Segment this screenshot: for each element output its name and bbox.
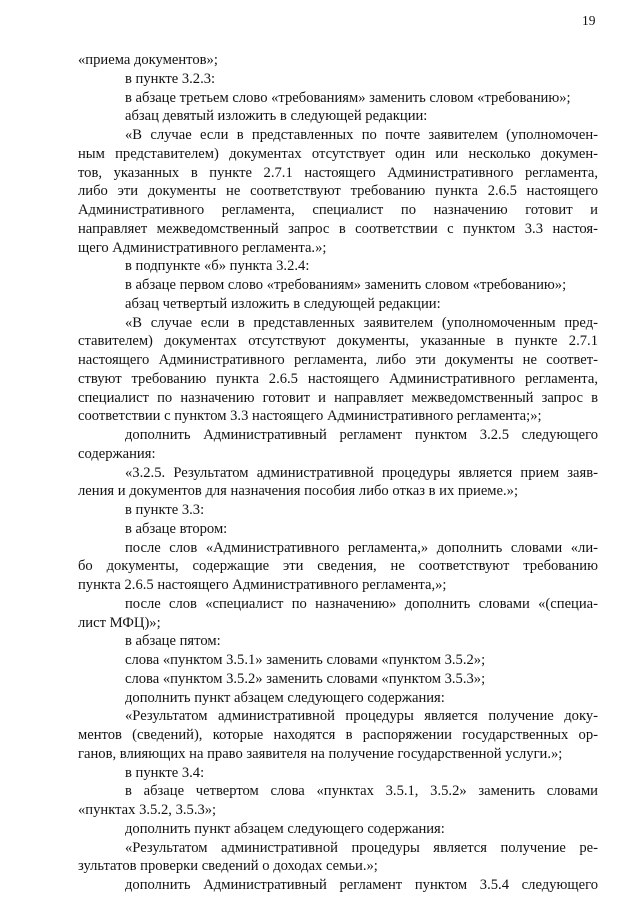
text-line: настоящего Административного регламента, либо эти документы не соответ-: [78, 352, 598, 368]
text-line: в абзаце втором:: [125, 520, 228, 537]
text-line: абзац четвертый изложить в следующей редакции:: [125, 295, 441, 312]
text-line: в абзаце первом слово «требованиям» заменить словом «требованию»;: [125, 277, 567, 293]
text-line: абзац девятый изложить в следующей редакции:: [125, 108, 428, 125]
text-line: после слов «специалист по назначению» дополнить словами «(специа-: [125, 595, 598, 612]
text-line: в подпункте «б» пункта 3.2.4:: [125, 258, 310, 275]
text-line: в абзаце четвертом слова «пунктах 3.5.1, 3.5.2» заменить словами: [125, 783, 598, 800]
text-line: ментов (сведений), которые находятся в распоряжении государственных ор-: [78, 727, 598, 743]
text-line: ганов, влияющих на право заявителя на получение государственной услуги.»;: [78, 745, 563, 762]
text-line: в пункте 3.2.3:: [125, 70, 216, 87]
page-number: 19: [582, 13, 596, 28]
text-line: лист МФЦ)»;: [78, 614, 161, 631]
text-line: соответствии с пунктом 3.3 настоящего Административного регламента;»;: [78, 408, 542, 425]
text-line: либо эти документы не соответствуют требованию пункта 2.6.5 настоящего: [78, 183, 598, 200]
text-line: тов, указанных в пункте 2.7.1 настоящего Административного регламента,: [78, 164, 598, 181]
text-line: ствуют требованию пункта 2.6.5 настоящего Административного регламента,: [78, 370, 598, 387]
text-line: пункта 2.6.5 настоящего Административного регламента,»;: [78, 577, 447, 593]
text-line: в абзаце пятом:: [125, 633, 221, 650]
text-line: зультатов проверки сведений о доходах семьи.»;: [78, 858, 378, 875]
text-line: слова «пунктом 3.5.1» заменить словами «пунктом 3.5.2»;: [125, 652, 486, 668]
text-line: в абзаце третьем слово «требованиям» заменить словом «требованию»;: [125, 89, 571, 106]
text-line: ным представителем) документах отсутствует один или несколько докумен-: [78, 145, 598, 162]
text-line: ставителем) документах отсутствуют документы, указанные в пункте 2.7.1: [78, 333, 598, 350]
document-body: [78, 51, 598, 895]
text-line: содержания:: [78, 445, 156, 462]
text-line: бо документы, содержащие эти сведения, не соответствуют требованию: [78, 558, 598, 575]
text-line: «Результатом административной процедуры является получение доку-: [125, 708, 598, 725]
text-line: в пункте 3.3:: [125, 502, 205, 518]
text-line: «В случае если в представленных по почте заявителем (уполномочен-: [125, 127, 598, 143]
text-line: «В случае если в представленных заявителем (уполномоченным пред-: [125, 314, 598, 331]
text-line: после слов «Административного регламента,» дополнить словами «ли-: [125, 539, 598, 556]
text-line: дополнить Административный регламент пунктом 3.2.5 следующего: [125, 427, 598, 443]
text-line: дополнить Административный регламент пунктом 3.5.4 следующего: [125, 877, 598, 893]
text-line: слова «пунктом 3.5.2» заменить словами «пунктом 3.5.3»;: [125, 670, 486, 687]
text-line: «приема документов»;: [78, 52, 218, 68]
text-line: «3.2.5. Результатом административной процедуры является прием заяв-: [125, 464, 598, 481]
text-line: в пункте 3.4:: [125, 764, 205, 781]
text-line: специалист по назначению готовит и направляет межведомственный запрос в: [78, 389, 598, 406]
text-line: «пунктах 3.5.2, 3.5.3»;: [78, 802, 217, 818]
text-line: ления и документов для назначения пособия либо отказ в их приеме.»;: [78, 483, 519, 500]
text-line: дополнить пункт абзацем следующего содержания:: [125, 820, 445, 837]
text-line: Административного регламента, специалист по назначению готовит и: [78, 202, 598, 218]
text-line: «Результатом административной процедуры является получение ре-: [125, 839, 598, 856]
text-line: направляет межведомственный запрос в соответствии с пунктом 3.3 настоя-: [78, 220, 598, 237]
text-line: щего Административного регламента.»;: [78, 239, 327, 256]
text-line: дополнить пункт абзацем следующего содержания:: [125, 689, 445, 706]
